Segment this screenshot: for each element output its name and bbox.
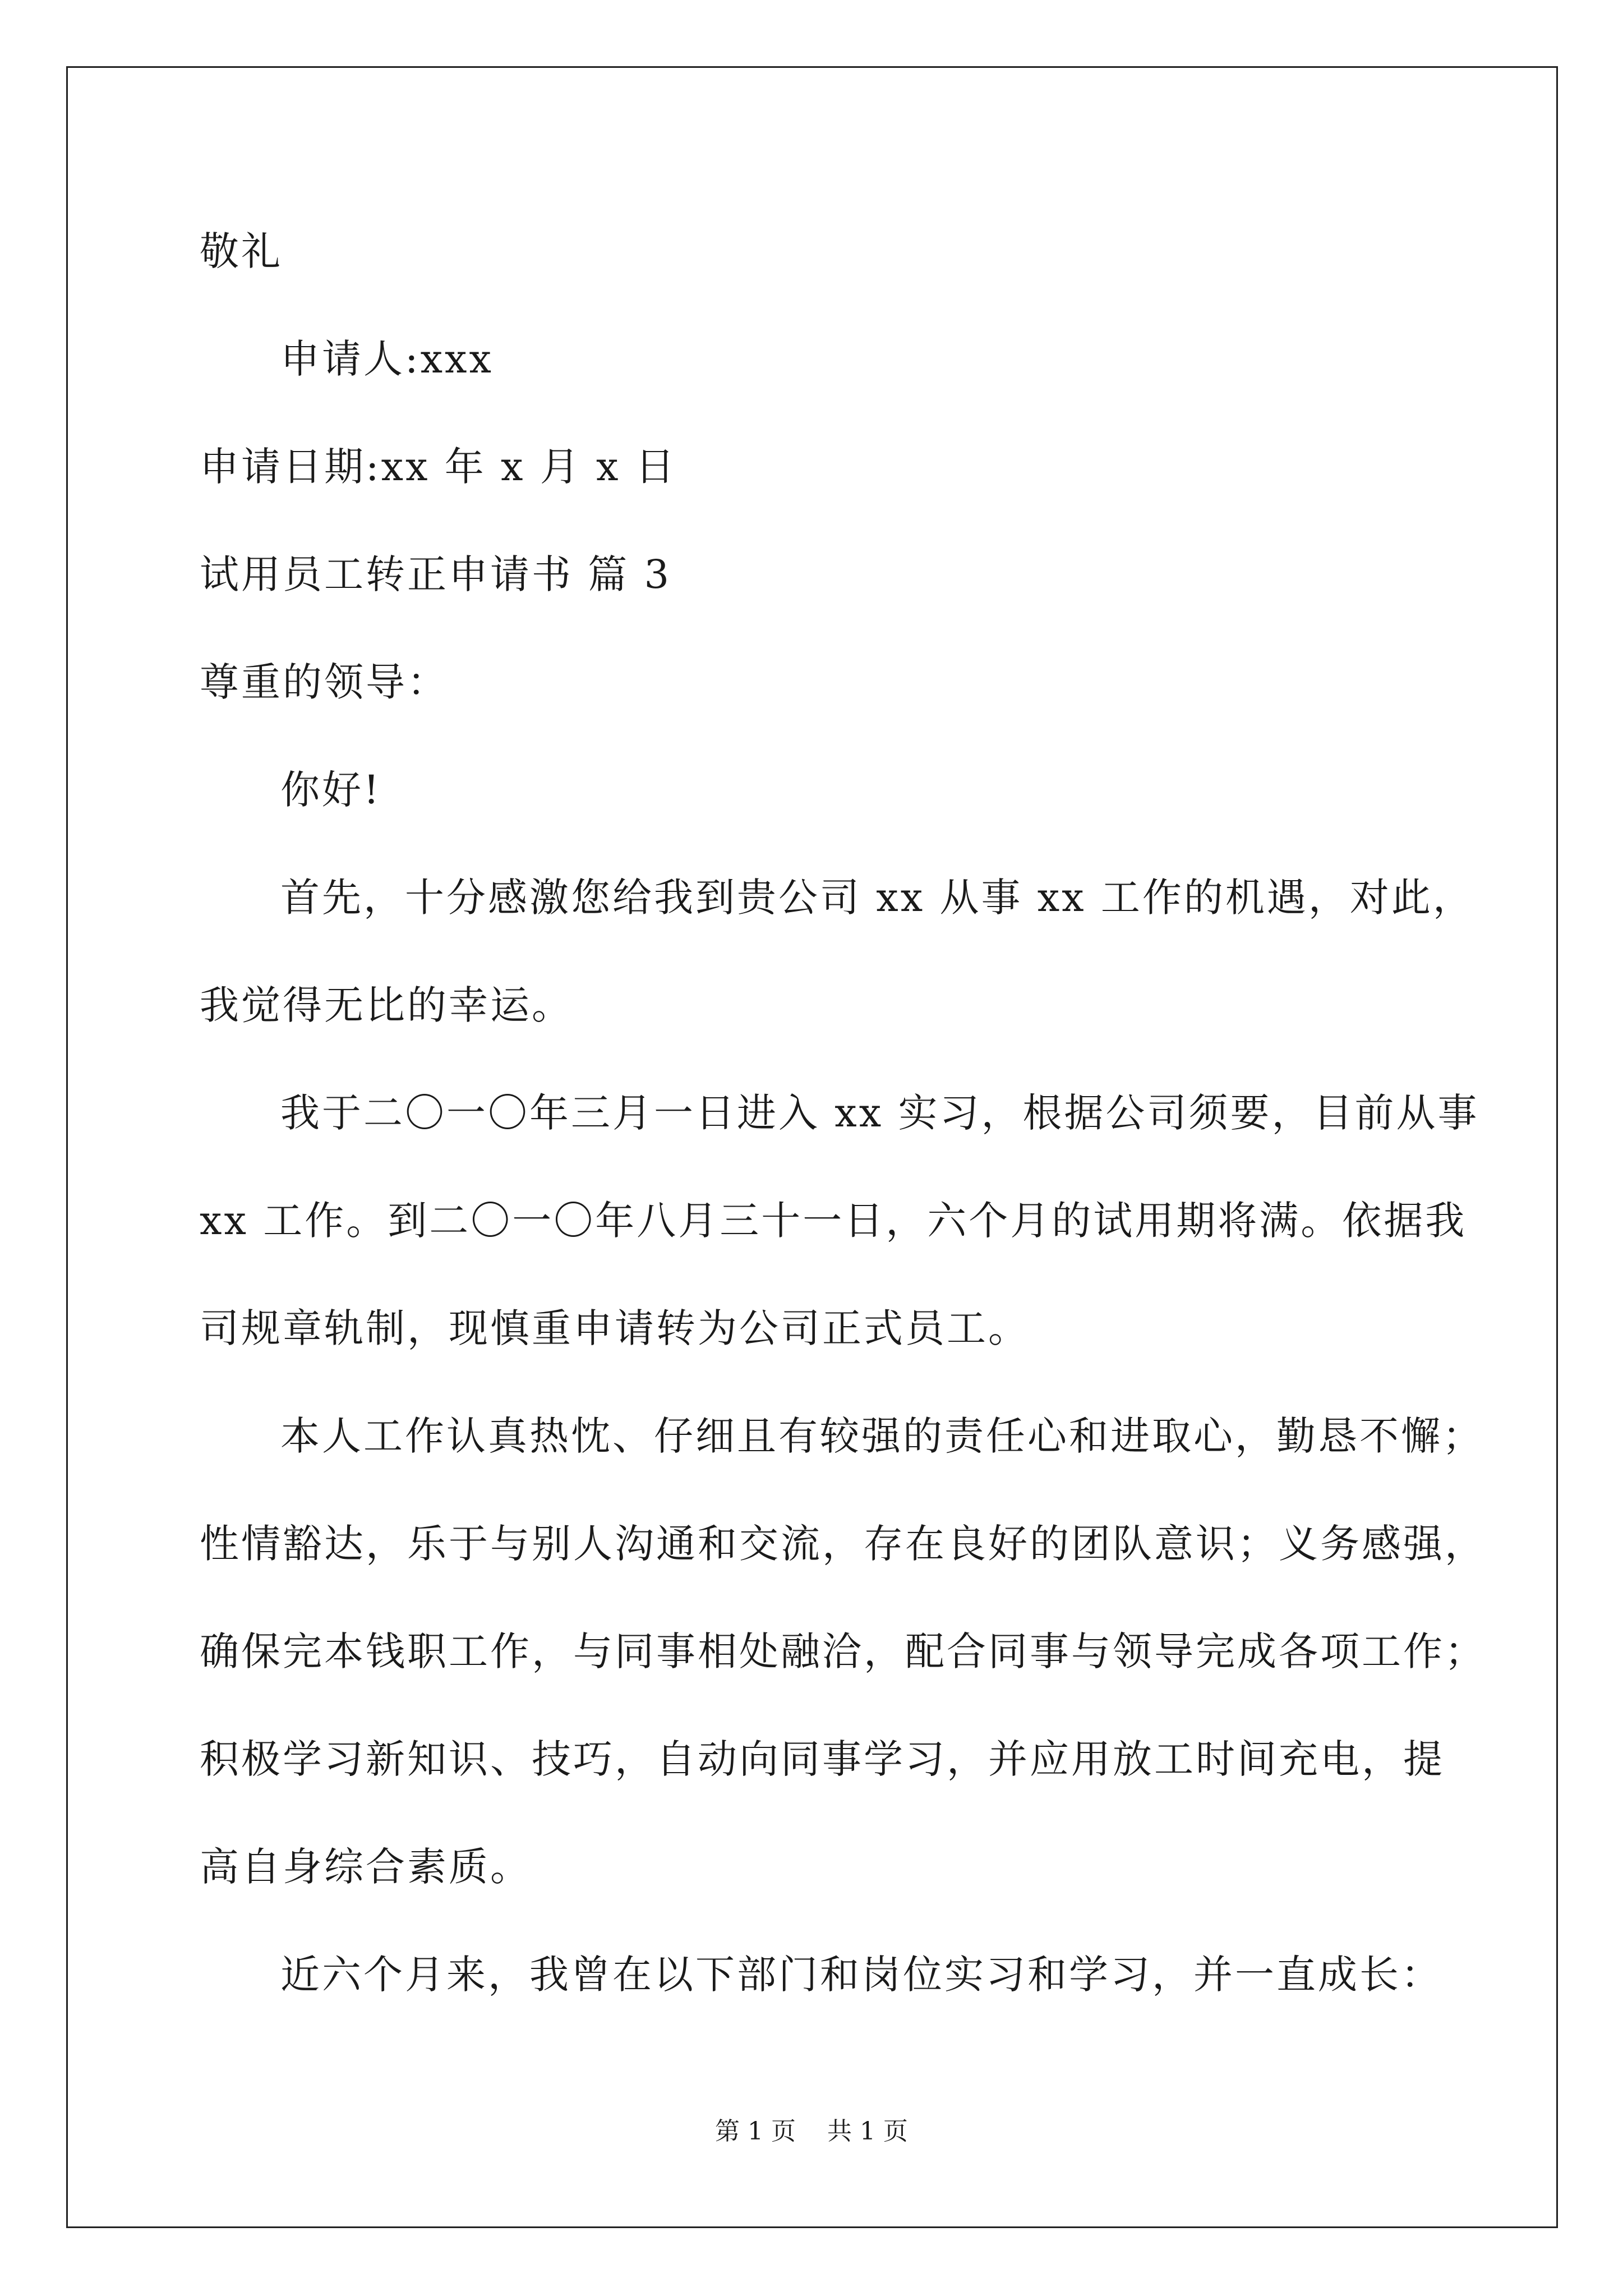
page-border	[66, 66, 1558, 2228]
page-footer: 第 1 页 共 1 页	[715, 2117, 908, 2146]
body-line: 积极学习新知识、技巧，自动向同事学习，并应用放工时间充电，提	[200, 1736, 1445, 1782]
applicant-line: 申请人:xxx	[280, 336, 494, 382]
body-line: 本人工作认真热忱、仔细且有较强的责任心和进取心，勤恳不懈；	[280, 1413, 1484, 1459]
greeting-recipient: 尊重的领导：	[200, 659, 449, 705]
body-line: 近六个月来，我曾在以下部门和岗位实习和学习，并一直成长：	[280, 1952, 1442, 1998]
body-line: 首先，十分感激您给我到贵公司 xx 从事 xx 工作的机遇，对此，	[280, 875, 1474, 921]
body-line: 司规章轨制，现慎重申请转为公司正式员工。	[200, 1305, 1030, 1351]
body-line: 性情豁达，乐于与别人沟通和交流，存在良好的团队意识；义务感强，	[200, 1521, 1486, 1567]
closing-salutation: 敬礼	[200, 228, 283, 274]
body-line: xx 工作。到二〇一〇年八月三十一日，六个月的试用期将满。依据我	[200, 1198, 1467, 1244]
application-date-line: 申请日期:xx 年 x 月 x 日	[200, 444, 677, 490]
body-line: 高自身综合素质。	[200, 1844, 532, 1890]
body-line: 我觉得无比的幸运。	[200, 982, 573, 1028]
body-line: 确保完本钱职工作，与同事相处融洽，配合同事与领导完成各项工作；	[200, 1628, 1486, 1674]
section-heading: 试用员工转正申请书 篇 3	[200, 551, 672, 597]
greeting-hello: 你好!	[280, 767, 382, 813]
body-line: 我于二〇一〇年三月一日进入 xx 实习，根据公司须要，目前从事	[280, 1090, 1479, 1136]
